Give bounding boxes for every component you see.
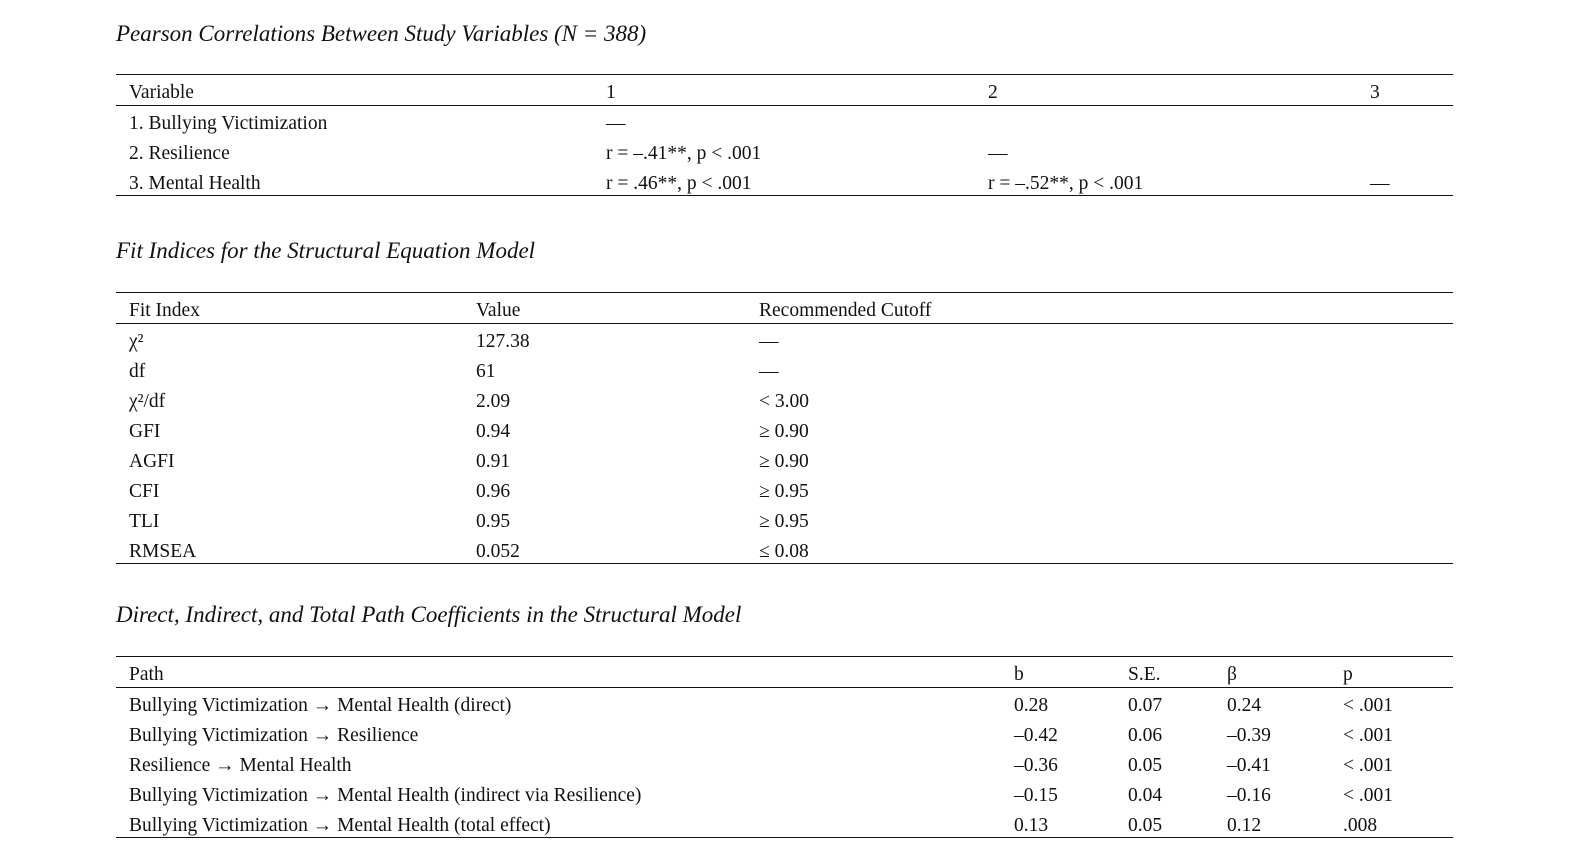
table-cell: –0.42	[1014, 724, 1058, 746]
table-row	[116, 778, 1453, 808]
table1-caption: Pearson Correlations Between Study Variables (N = 388)	[116, 21, 647, 46]
table-cell: r = .46**, p < .001	[593, 166, 975, 196]
column-header: 2	[975, 75, 1357, 106]
table-row	[116, 688, 1453, 718]
table-cell: < .001	[1343, 754, 1393, 776]
table-cell: ≥ 0.90	[759, 420, 809, 442]
table3-caption: Direct, Indirect, and Total Path Coefficients in the Structural Model	[116, 602, 742, 627]
table-cell: r = –.41**, p < .001	[606, 142, 762, 164]
column-header: S.E.	[1115, 657, 1214, 688]
column-header: b	[1001, 657, 1115, 688]
column-header: Path	[116, 657, 1001, 688]
table-cell: 0.05	[1128, 754, 1163, 776]
table-cell: Bullying Victimization → Mental Health (indirect via Resilience)	[129, 784, 642, 806]
table-cell: 61	[476, 360, 496, 382]
column-header: Recommended Cutoff	[746, 293, 1453, 324]
table-row	[116, 136, 1453, 166]
table-row	[116, 444, 1453, 474]
table-cell: 0.07	[1128, 694, 1163, 716]
table-cell: 0.95	[476, 510, 511, 532]
column-header: Variable	[116, 75, 593, 106]
table-cell: 0.05	[1115, 808, 1214, 838]
table-cell: Bullying Victimization → Mental Health (total effect)	[116, 808, 1001, 838]
table-row	[116, 748, 1453, 778]
table-cell: 1. Bullying Victimization	[129, 112, 328, 134]
table-cell: 0.052	[463, 534, 746, 564]
table-cell: 0.04	[1128, 784, 1163, 806]
table-cell: TLI	[129, 510, 160, 532]
table-cell: 0.91	[476, 450, 511, 472]
table-cell: CFI	[129, 480, 160, 502]
table-cell: –0.16	[1227, 784, 1271, 806]
column-header: 1	[593, 75, 975, 106]
table-row	[116, 106, 1453, 136]
table-cell: < .001	[1343, 694, 1393, 716]
table-cell: —	[988, 142, 1008, 164]
table-row	[116, 414, 1453, 444]
table-row	[116, 324, 1453, 354]
table-cell	[975, 106, 1357, 136]
column-header: p	[1330, 657, 1453, 688]
table-row	[116, 504, 1453, 534]
table-cell: RMSEA	[116, 534, 463, 564]
table-cell: –0.39	[1227, 724, 1271, 746]
table-cell: r = –.52**, p < .001	[975, 166, 1357, 196]
table-cell: GFI	[129, 420, 161, 442]
column-header: 3	[1357, 75, 1453, 106]
table-cell: –0.15	[1014, 784, 1058, 806]
table-row	[116, 384, 1453, 414]
table-header-row	[116, 75, 1453, 106]
table-cell: 2.09	[476, 390, 511, 412]
table-cell: χ²/df	[129, 390, 166, 412]
table-cell	[1357, 136, 1453, 166]
table-cell: Resilience → Mental Health	[129, 754, 352, 776]
table-cell: 2. Resilience	[129, 142, 230, 164]
table-cell: ≥ 0.95	[759, 510, 809, 532]
table-cell: —	[759, 360, 779, 382]
table-cell: 0.94	[476, 420, 511, 442]
table-cell: < .001	[1343, 724, 1393, 746]
table-row	[116, 354, 1453, 384]
table-row	[116, 166, 1453, 196]
table-cell: 0.13	[1001, 808, 1115, 838]
table-cell: 0.28	[1014, 694, 1049, 716]
table-cell: 0.96	[476, 480, 511, 502]
table-cell: 0.12	[1214, 808, 1330, 838]
fit-indices-table	[116, 292, 1453, 564]
table-cell: 3. Mental Health	[116, 166, 593, 196]
path-coefficients-table	[116, 656, 1453, 838]
column-header: Value	[463, 293, 746, 324]
table-cell: .008	[1330, 808, 1453, 838]
table-header-row	[116, 657, 1453, 688]
table-cell: Bullying Victimization → Mental Health (direct)	[129, 694, 512, 716]
table-cell: ≥ 0.90	[759, 450, 809, 472]
table-row	[116, 808, 1453, 838]
table-header-row	[116, 293, 1453, 324]
table2-caption: Fit Indices for the Structural Equation Model	[116, 238, 536, 263]
table-row	[116, 534, 1453, 564]
table-cell: Bullying Victimization → Resilience	[129, 724, 419, 746]
table-cell: –0.41	[1227, 754, 1271, 776]
table-cell: —	[759, 330, 779, 352]
table-cell	[1357, 106, 1453, 136]
column-header: Fit Index	[116, 293, 463, 324]
table-cell: χ²	[129, 330, 144, 352]
table-cell: —	[606, 112, 626, 134]
correlation-table	[116, 74, 1453, 196]
table-cell: ≥ 0.95	[759, 480, 809, 502]
table-cell: df	[129, 360, 146, 382]
table-cell: < 3.00	[759, 390, 809, 412]
table-cell: AGFI	[129, 450, 175, 472]
table-cell: –0.36	[1014, 754, 1058, 776]
table-row	[116, 474, 1453, 504]
table-cell: 127.38	[476, 330, 530, 352]
column-header: β	[1214, 657, 1330, 688]
table-cell: < .001	[1343, 784, 1393, 806]
table-cell: 0.06	[1128, 724, 1163, 746]
table-cell: —	[1357, 166, 1453, 196]
table-row	[116, 718, 1453, 748]
table-cell: 0.24	[1227, 694, 1262, 716]
table-cell: ≤ 0.08	[746, 534, 1453, 564]
